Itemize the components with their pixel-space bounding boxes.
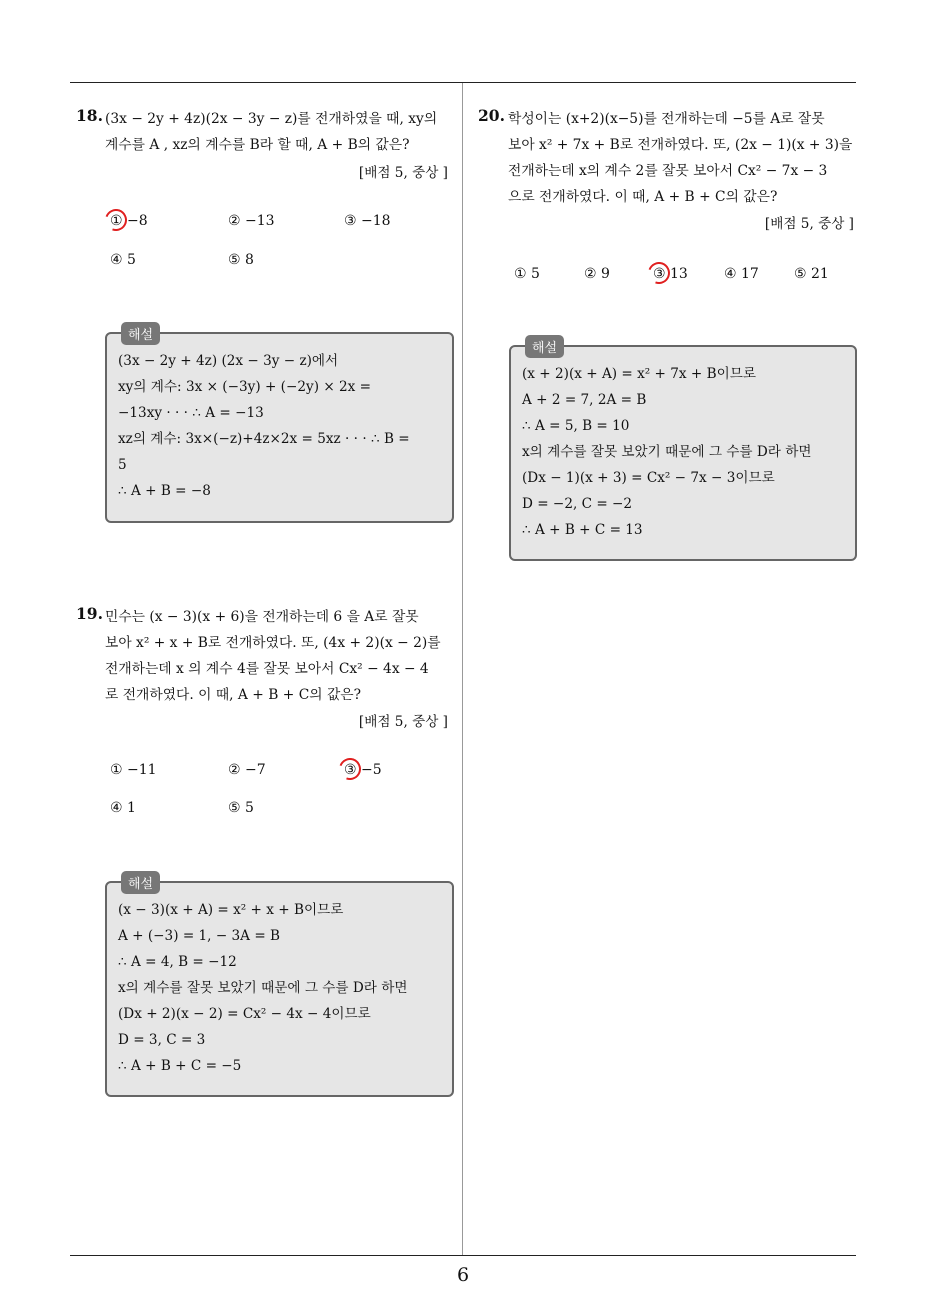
- choice-2[interactable]: ② −7: [228, 762, 266, 778]
- solution-line: xy의 계수: 3x × (−3y) + (−2y) × 2x =: [118, 379, 372, 395]
- choice-5[interactable]: ⑤ 5: [228, 800, 254, 816]
- solution-line: ∴ A + B + C = 13: [522, 522, 643, 538]
- problem-text: [105, 106, 455, 158]
- problem-line: (3x − 2y + 4z)(2x − 3y − z)를 전개하였을 때, xy의: [105, 111, 438, 127]
- score-label: [배점 5, 중상 ]: [358, 714, 448, 730]
- problem-number: 19.: [76, 604, 103, 623]
- solution-line: D = −2, C = −2: [522, 496, 633, 512]
- solution-line: x의 계수를 잘못 보았기 때문에 그 수를 D라 하면: [118, 980, 408, 996]
- solution-line: (x − 3)(x + A) = x² + x + B이므로: [118, 902, 344, 918]
- choice-4[interactable]: ④ 1: [110, 800, 136, 816]
- solution-line: xz의 계수: 3x×(−z)+4z×2x = 5xz · · · ∴ B =: [118, 431, 410, 447]
- solution-body: [118, 897, 442, 1079]
- choice-5[interactable]: ⑤ 8: [228, 252, 254, 268]
- solution-line: D = 3, C = 3: [118, 1032, 206, 1048]
- problem-line: 계수를 A , xz의 계수를 B라 할 때, A + B의 값은?: [105, 137, 410, 153]
- solution-line: (3x − 2y + 4z) (2x − 3y − z)에서: [118, 353, 339, 369]
- problem-number: 20.: [478, 106, 505, 125]
- solution-line: x의 계수를 잘못 보았기 때문에 그 수를 D라 하면: [522, 444, 812, 460]
- column-divider: [462, 83, 463, 1255]
- solution-line: A + (−3) = 1, − 3A = B: [118, 928, 281, 944]
- choice-1[interactable]: ① −8: [110, 213, 148, 229]
- solution-line: (Dx − 1)(x + 3) = Cx² − 7x − 3이므로: [522, 470, 775, 486]
- solution-tag: 해설: [525, 335, 564, 358]
- choice-5[interactable]: ⑤ 21: [794, 266, 829, 282]
- answer-mark: [644, 258, 673, 287]
- choice-1[interactable]: ① 5: [514, 266, 540, 282]
- solution-box: [509, 341, 857, 561]
- solution-line: ∴ A = 4, B = −12: [118, 954, 237, 970]
- solution-body: [118, 348, 442, 504]
- answer-mark: [101, 205, 130, 234]
- solution-box: [105, 328, 454, 523]
- header-rule: [70, 82, 856, 83]
- problem-text: [508, 106, 860, 210]
- solution-tag: 해설: [121, 871, 160, 894]
- problem-line: 민수는 (x − 3)(x + 6)을 전개하는데 6 을 A로 잘못: [105, 609, 419, 625]
- choice-3[interactable]: ③ 13: [653, 266, 688, 282]
- problem-line: 학성이는 (x+2)(x−5)를 전개하는데 −5를 A로 잘못: [508, 111, 825, 127]
- problem-line: 전개하는데 x의 계수 2를 잘못 보아서 Cx² − 7x − 3: [508, 163, 828, 179]
- footer-rule: [70, 1255, 856, 1256]
- choice-1[interactable]: ① −11: [110, 762, 157, 778]
- score-label: [배점 5, 중상 ]: [764, 216, 854, 232]
- solution-line: ∴ A = 5, B = 10: [522, 418, 630, 434]
- problem-line: 보아 x² + x + B로 전개하였다. 또, (4x + 2)(x − 2)를: [105, 635, 441, 651]
- choice-4[interactable]: ④ 5: [110, 252, 136, 268]
- solution-line: ∴ A + B = −8: [118, 483, 211, 499]
- solution-line: −13xy · · · ∴ A = −13: [118, 405, 264, 421]
- solution-line: (x + 2)(x + A) = x² + 7x + B이므로: [522, 366, 756, 382]
- solution-line: A + 2 = 7, 2A = B: [522, 392, 647, 408]
- solution-box: [105, 877, 454, 1097]
- answer-mark: [335, 754, 364, 783]
- choice-2[interactable]: ② −13: [228, 213, 275, 229]
- choice-4[interactable]: ④ 17: [724, 266, 759, 282]
- solution-body: [522, 361, 845, 543]
- page-number: 6: [456, 1264, 470, 1286]
- problem-number: 18.: [76, 106, 103, 125]
- score-label: [배점 5, 중상 ]: [358, 165, 448, 181]
- choice-3[interactable]: ③ −5: [344, 762, 382, 778]
- choice-3[interactable]: ③ −18: [344, 213, 391, 229]
- problem-line: 으로 전개하였다. 이 때, A + B + C의 값은?: [508, 189, 778, 205]
- solution-line: 5: [118, 457, 127, 473]
- problem-line: 로 전개하였다. 이 때, A + B + C의 값은?: [105, 687, 362, 703]
- solution-line: ∴ A + B + C = −5: [118, 1058, 242, 1074]
- choice-2[interactable]: ② 9: [584, 266, 610, 282]
- problem-line: 전개하는데 x 의 계수 4를 잘못 보아서 Cx² − 4x − 4: [105, 661, 429, 677]
- problem-text: [105, 604, 455, 708]
- solution-line: (Dx + 2)(x − 2) = Cx² − 4x − 4이므로: [118, 1006, 371, 1022]
- problem-line: 보아 x² + 7x + B로 전개하였다. 또, (2x − 1)(x + 3)을: [508, 137, 853, 153]
- solution-tag: 해설: [121, 322, 160, 345]
